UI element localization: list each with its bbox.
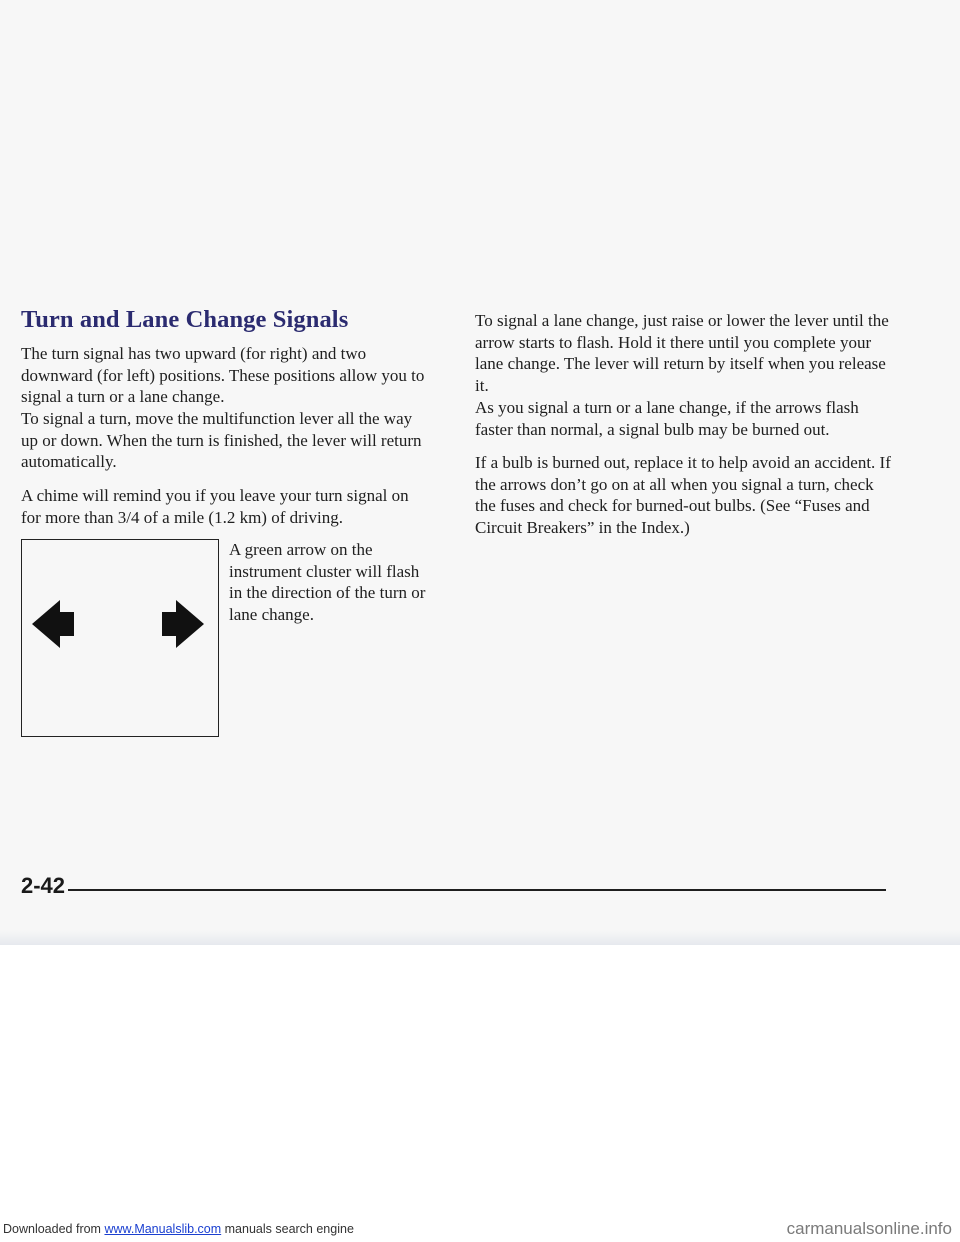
download-note-suffix: manuals search engine [221,1222,354,1236]
figure-caption: A green arrow on the instrument cluster will flash in the direction of the turn or lane change. [229,540,426,624]
page-number: 2-42 [21,873,66,898]
page-edge [0,930,960,945]
paragraph-chime-reminder: A chime will remind you if you leave your turn signal on for more than 3/4 of a mile (1.2 km) of driving. [21,486,409,527]
turn-signal-arrows [22,540,218,736]
download-note [3,1222,354,1236]
turn-signal-indicator-figure [21,539,219,737]
download-note-prefix: Downloaded from [3,1222,105,1236]
paragraph-turn-signal-positions: The turn signal has two upward (for right) and two downward (for left) positions. These positions allow you to signal a turn or a lane change. [21,344,425,406]
section-title: Turn and Lane Change Signals [21,306,349,333]
footer-rule [68,889,886,891]
paragraph-fast-flash: As you signal a turn or a lane change, if the arrows flash faster than normal, a signal bulb may be burned out. [475,398,859,439]
watermark-text: carmanualsonline.info [786,1219,952,1238]
paragraph-lane-change: To signal a lane change, just raise or lower the lever until the arrow starts to flash. Hold it there until you complete your lane change. The lever will return by itself when you release it. [475,311,889,395]
paragraph-signal-a-turn: To signal a turn, move the multifunction lever all the way up or down. When the turn is finished, the lever will return automatically. [21,409,422,471]
right-arrow-icon [162,600,204,648]
manualslib-link[interactable]: www.Manualslib.com [104,1222,222,1236]
left-arrow-icon [32,600,74,648]
paragraph-burned-out-bulb: If a bulb is burned out, replace it to help avoid an accident. If the arrows don’t go on at all when you signal a turn, check the fuses and check for burned-out bulbs. (See “Fuses and Circuit Breakers” in the Index.) [475,453,891,537]
